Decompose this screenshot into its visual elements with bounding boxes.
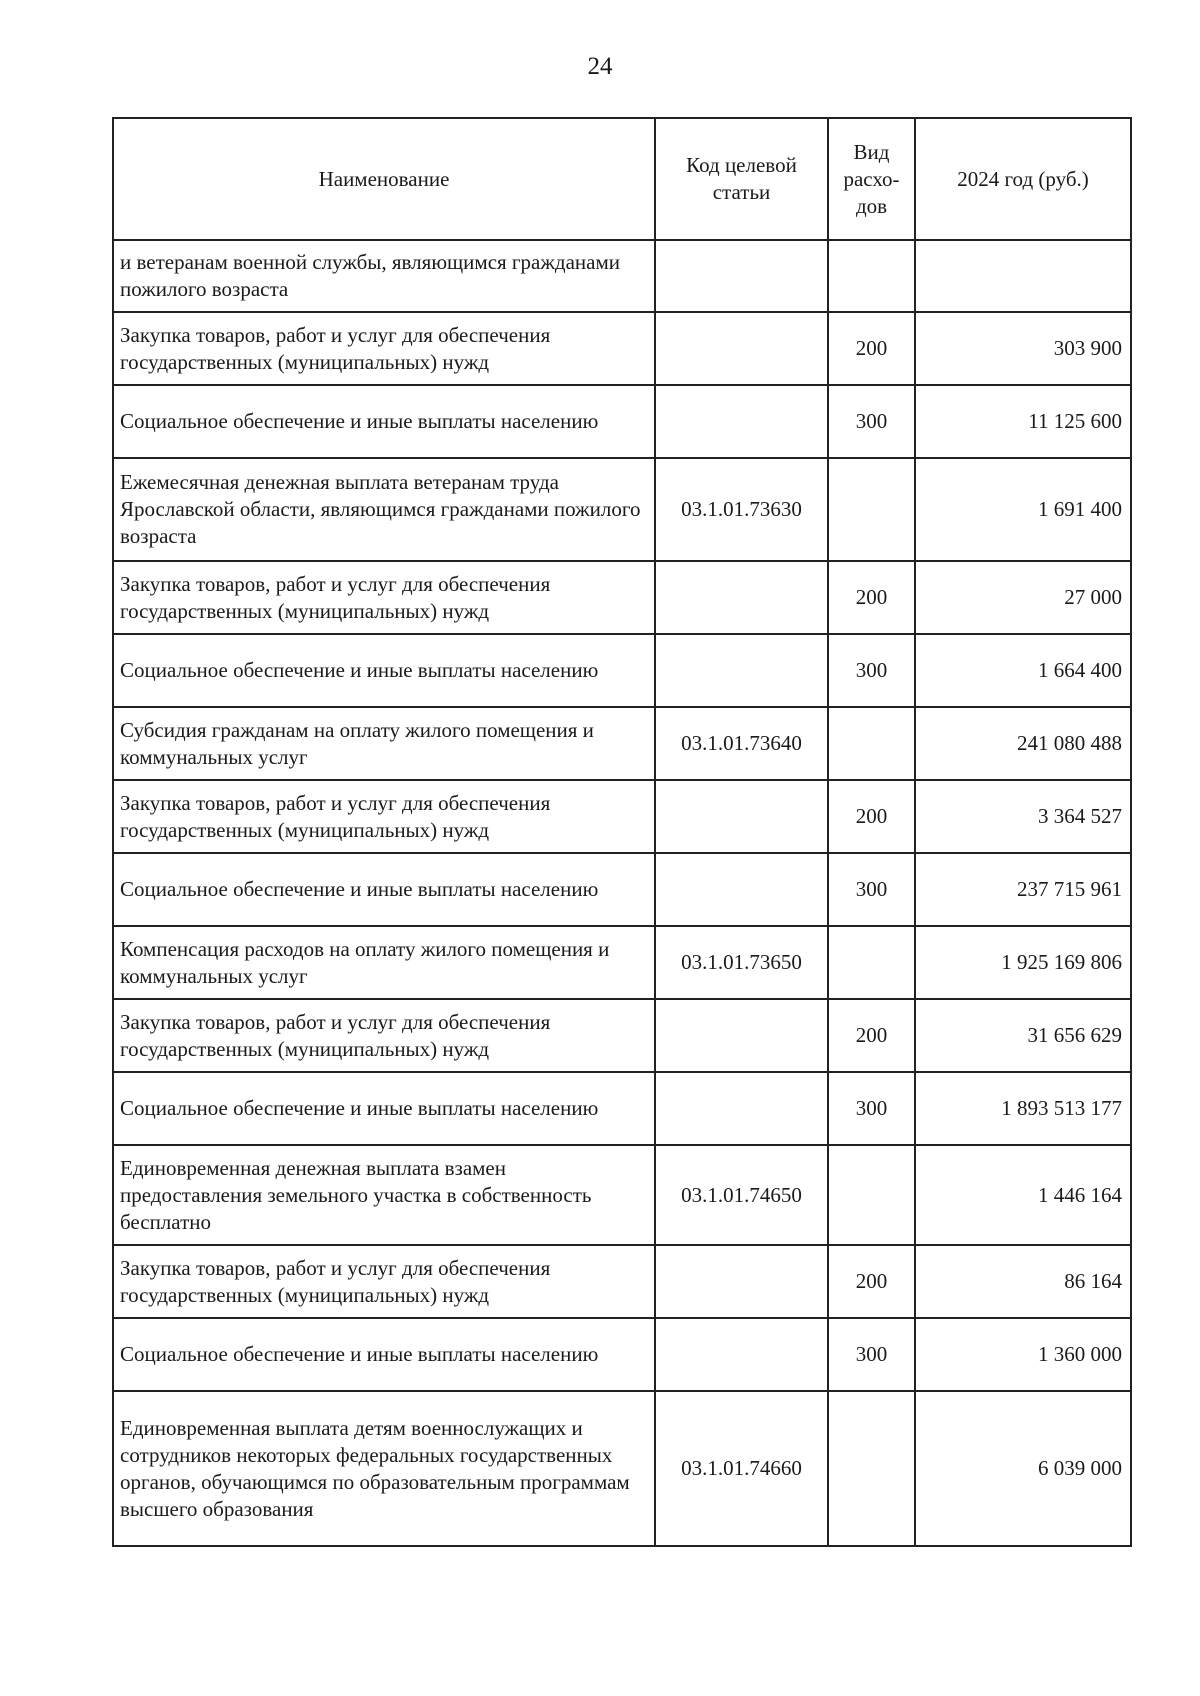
- table-row: [113, 1245, 1131, 1318]
- row-type: 300: [828, 853, 915, 926]
- header-amount: 2024 год (руб.): [915, 118, 1131, 240]
- row-amount: 1 360 000: [915, 1318, 1131, 1391]
- row-code: [655, 312, 828, 385]
- row-code: [655, 1072, 828, 1145]
- row-type: [828, 1391, 915, 1546]
- row-code: 03.1.01.73650: [655, 926, 828, 999]
- row-type: [828, 926, 915, 999]
- row-type: [828, 1145, 915, 1245]
- row-code: 03.1.01.73630: [655, 458, 828, 561]
- header-name: Наименование: [113, 118, 655, 240]
- table-row: [113, 1145, 1131, 1245]
- table-row: [113, 312, 1131, 385]
- table-row: [113, 780, 1131, 853]
- row-code: 03.1.01.74650: [655, 1145, 828, 1245]
- row-name: Закупка товаров, работ и услуг для обеспечения государственных (муниципальных) нужд: [113, 312, 655, 385]
- row-type: [828, 707, 915, 780]
- row-type: [828, 240, 915, 312]
- row-type: 300: [828, 1072, 915, 1145]
- row-amount: 237 715 961: [915, 853, 1131, 926]
- row-name: Закупка товаров, работ и услуг для обеспечения государственных (муниципальных) нужд: [113, 561, 655, 634]
- table-header-row: [113, 118, 1131, 240]
- table-row: [113, 1072, 1131, 1145]
- row-type: 200: [828, 561, 915, 634]
- row-amount: [915, 240, 1131, 312]
- header-type: Вид расхо-дов: [828, 118, 915, 240]
- table-row: [113, 853, 1131, 926]
- row-code: 03.1.01.73640: [655, 707, 828, 780]
- row-code: 03.1.01.74660: [655, 1391, 828, 1546]
- row-name: Закупка товаров, работ и услуг для обеспечения государственных (муниципальных) нужд: [113, 999, 655, 1072]
- row-name: Единовременная денежная выплата взамен предоставления земельного участка в собственность бесплатно: [113, 1145, 655, 1245]
- table-row: [113, 1391, 1131, 1546]
- row-name: Закупка товаров, работ и услуг для обеспечения государственных (муниципальных) нужд: [113, 1245, 655, 1318]
- row-code: [655, 1245, 828, 1318]
- row-amount: 1 446 164: [915, 1145, 1131, 1245]
- row-type: 300: [828, 634, 915, 707]
- budget-table: [112, 117, 1132, 1547]
- row-amount: 1 691 400: [915, 458, 1131, 561]
- row-amount: 1 664 400: [915, 634, 1131, 707]
- row-code: [655, 561, 828, 634]
- row-amount: 241 080 488: [915, 707, 1131, 780]
- row-name: Компенсация расходов на оплату жилого помещения и коммунальных услуг: [113, 926, 655, 999]
- row-type: 300: [828, 1318, 915, 1391]
- row-code: [655, 385, 828, 458]
- table-row: [113, 240, 1131, 312]
- row-amount: 27 000: [915, 561, 1131, 634]
- row-type: 200: [828, 1245, 915, 1318]
- row-type: 200: [828, 999, 915, 1072]
- page-number: 24: [587, 53, 613, 80]
- row-name: Социальное обеспечение и иные выплаты населению: [113, 634, 655, 707]
- table-row: [113, 926, 1131, 999]
- table-row: [113, 999, 1131, 1072]
- row-amount: 31 656 629: [915, 999, 1131, 1072]
- row-code: [655, 240, 828, 312]
- row-name: Социальное обеспечение и иные выплаты населению: [113, 853, 655, 926]
- row-amount: 303 900: [915, 312, 1131, 385]
- row-amount: 86 164: [915, 1245, 1131, 1318]
- row-name: Социальное обеспечение и иные выплаты населению: [113, 385, 655, 458]
- table-row: [113, 458, 1131, 561]
- table-row: [113, 707, 1131, 780]
- row-name: Единовременная выплата детям военнослужащих и сотрудников некоторых федеральных государственных органов, обучающимся по образовательным программам высшего образования: [113, 1391, 655, 1546]
- header-code: Код целевой статьи: [655, 118, 828, 240]
- row-code: [655, 999, 828, 1072]
- row-type: 300: [828, 385, 915, 458]
- row-code: [655, 1318, 828, 1391]
- table-row: [113, 385, 1131, 458]
- row-type: 200: [828, 312, 915, 385]
- row-type: 200: [828, 780, 915, 853]
- row-name: Закупка товаров, работ и услуг для обеспечения государственных (муниципальных) нужд: [113, 780, 655, 853]
- row-code: [655, 780, 828, 853]
- table-row: [113, 634, 1131, 707]
- row-amount: 6 039 000: [915, 1391, 1131, 1546]
- row-name: Ежемесячная денежная выплата ветеранам труда Ярославской области, являющимся гражданами пожилого возраста: [113, 458, 655, 561]
- table-row: [113, 561, 1131, 634]
- row-type: [828, 458, 915, 561]
- row-name: Социальное обеспечение и иные выплаты населению: [113, 1318, 655, 1391]
- row-amount: 1 925 169 806: [915, 926, 1131, 999]
- table-row: [113, 1318, 1131, 1391]
- row-amount: 3 364 527: [915, 780, 1131, 853]
- row-name: Субсидия гражданам на оплату жилого помещения и коммунальных услуг: [113, 707, 655, 780]
- row-name: Социальное обеспечение и иные выплаты населению: [113, 1072, 655, 1145]
- row-code: [655, 634, 828, 707]
- row-amount: 11 125 600: [915, 385, 1131, 458]
- row-amount: 1 893 513 177: [915, 1072, 1131, 1145]
- row-name: и ветеранам военной службы, являющимся гражданами пожилого возраста: [113, 240, 655, 312]
- row-code: [655, 853, 828, 926]
